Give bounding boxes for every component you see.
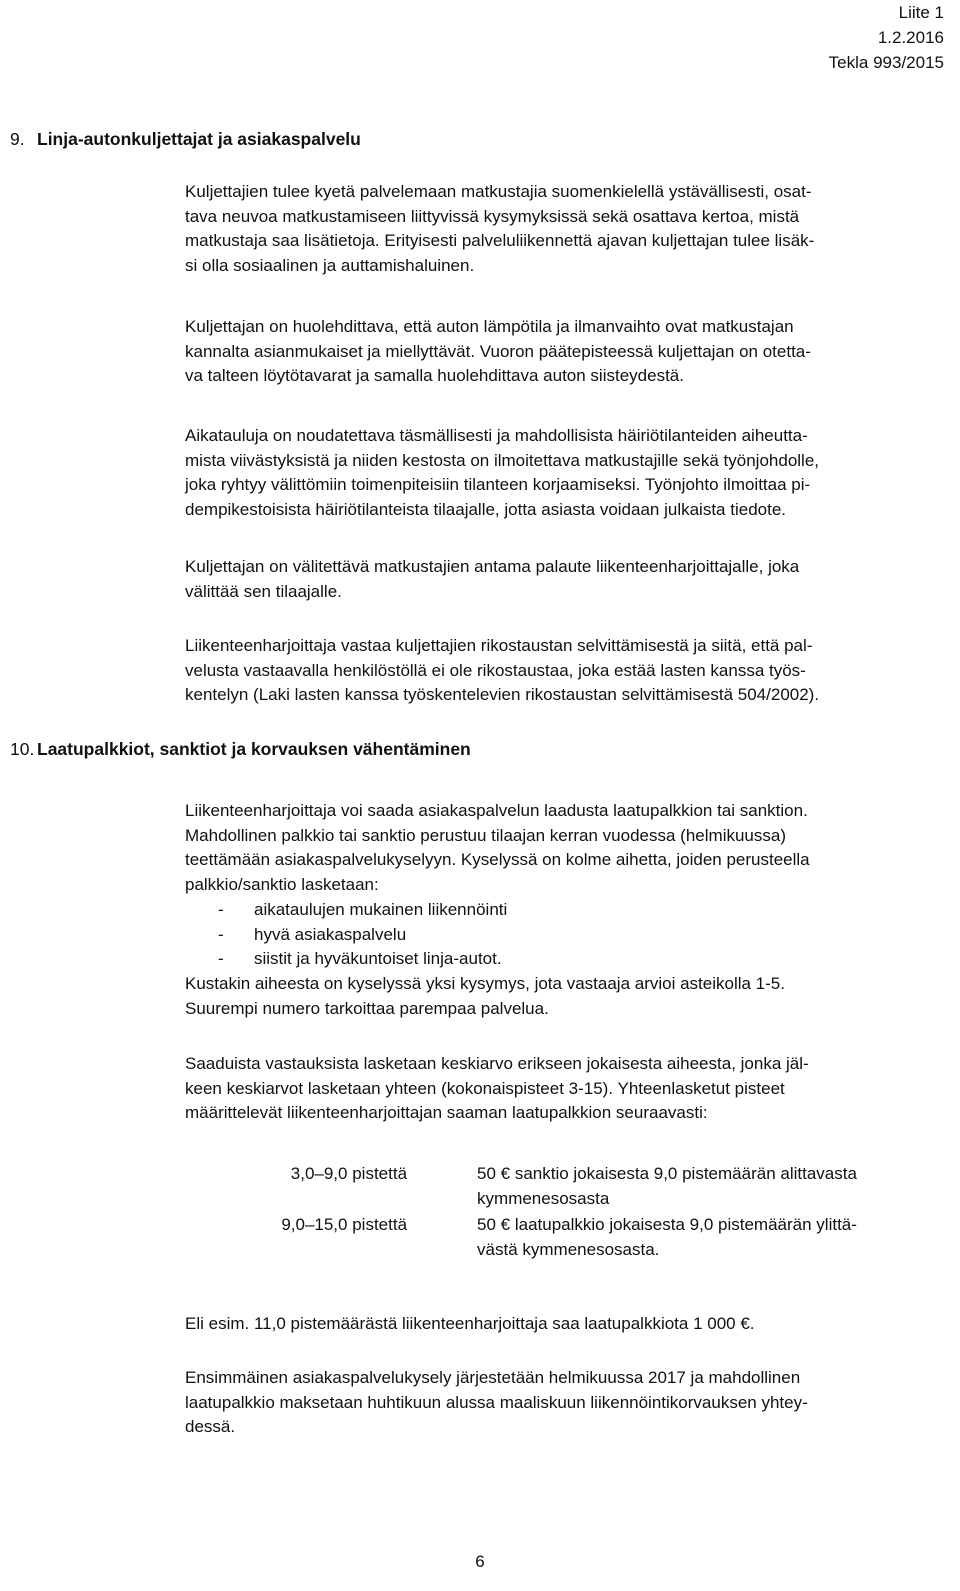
- text-line: dempikestoisista häiriötilanteista tilaajalle, jotta asiasta voidaan julkaista tiedote.: [185, 500, 787, 520]
- text-line: mista viivästyksistä ja niiden kestosta on ilmoitettava matkustajille sekä työnjohdolle,: [185, 450, 820, 470]
- text-line: Saaduista vastauksista lasketaan keskiarvo erikseen jokaisesta aiheesta, jonka jäl-: [185, 1054, 809, 1073]
- document-reference: Tekla 993/2015: [828, 53, 944, 72]
- section-9-paragraph-4: [185, 555, 940, 604]
- document-date: 1.2.2016: [877, 28, 944, 47]
- list-dash: -: [218, 924, 224, 944]
- text-line: kymmenesosasta: [477, 1188, 610, 1208]
- section-9-paragraph-1: [185, 180, 940, 279]
- text-line: teettämään asiakaspalvelukyselyyn. Kyselyssä on kolme aihetta, joiden perusteella: [185, 850, 810, 870]
- section-10-calc-paragraph: [185, 1052, 940, 1126]
- text-line: velusta vastaavalla henkilöstöllä ei ole rikostaustaa, joka estää lasten kanssa työs-: [185, 660, 806, 680]
- points-table: [185, 1162, 945, 1263]
- text-line: Eli esim. 11,0 pistemäärästä liikenteenharjoittaja saa laatupalkkiota 1 000 €.: [185, 1314, 755, 1333]
- text-line: palkkio/sanktio lasketaan:: [185, 875, 379, 895]
- list-item: [185, 923, 940, 948]
- section-9-paragraph-2: [185, 315, 940, 389]
- list-item-text: aikataulujen mukainen liikennöinti: [254, 899, 508, 919]
- section-10-number: 10.: [10, 739, 35, 759]
- points-range: 3,0–9,0 pistettä: [290, 1164, 408, 1183]
- section-10-heading: [10, 739, 471, 760]
- section-10-intro: [185, 799, 940, 1021]
- list-item-text: siistit ja hyväkuntoiset linja-autot.: [254, 949, 502, 969]
- document-header: [829, 0, 944, 75]
- list-item: [185, 898, 940, 923]
- text-line: matkustaja saa lisätietoja. Erityisesti palveluliikennettä ajavan kuljettajan tulee lisäk-: [185, 231, 815, 251]
- text-line: välittää sen tilaajalle.: [185, 581, 342, 601]
- text-line: määrittelevät liikenteenharjoittajan saaman laatupalkkion seuraavasti:: [185, 1103, 708, 1123]
- text-line: Aikatauluja on noudatettava täsmällisesti ja mahdollisista häiriötilanteiden aiheutta-: [185, 426, 808, 445]
- text-line: Ensimmäinen asiakaspalvelukysely järjestetään helmikuussa 2017 ja mahdollinen: [185, 1368, 801, 1387]
- text-line: joka ryhtyy välittömiin toimenpiteisiin tilanteen korjaamiseksi. Työnjohto ilmoittaa pi-: [185, 475, 811, 495]
- section-9-paragraph-3: [185, 424, 940, 523]
- text-line: Kustakin aiheesta on kyselyssä yksi kysymys, jota vastaaja arvioi asteikolla 1-5.: [185, 973, 785, 993]
- section-9-heading: [10, 129, 361, 150]
- section-9-title: Linja-autonkuljettajat ja asiakaspalvelu: [37, 129, 361, 149]
- text-line: va talteen löytötavarat ja samalla huolehdittava auton siisteydestä.: [185, 366, 684, 386]
- list-dash: -: [218, 949, 224, 969]
- points-effect: [477, 1213, 945, 1262]
- text-line: laatupalkkio maksetaan huhtikuun alussa maaliskuun liikennöintikorvauksen yhtey-: [185, 1392, 808, 1412]
- table-row: [185, 1213, 945, 1262]
- points-effect: [477, 1162, 945, 1211]
- section-9-number: 9.: [10, 129, 25, 149]
- list-item: [185, 947, 940, 972]
- text-line: Liikenteenharjoittaja voi saada asiakaspalvelun laadusta laatupalkkion tai sanktion.: [185, 801, 808, 820]
- points-range: 9,0–15,0 pistettä: [281, 1215, 408, 1235]
- text-line: Kuljettajien tulee kyetä palvelemaan matkustajia suomenkielellä ystävällisesti, osat-: [185, 182, 812, 201]
- text-line: dessä.: [185, 1417, 236, 1437]
- page-number: 6: [475, 1552, 485, 1571]
- text-line: västä kymmenesosasta.: [477, 1240, 660, 1260]
- text-line: kentelyn (Laki lasten kanssa työskentelevien rikostaustan selvittämisestä 504/2002).: [185, 685, 820, 705]
- appendix-label: Liite 1: [898, 3, 944, 22]
- text-line: Kuljettajan on välitettävä matkustajien antama palaute liikenteenharjoittajalle, joka: [185, 557, 800, 576]
- section-10-title: Laatupalkkiot, sanktiot ja korvauksen vähentäminen: [37, 739, 471, 759]
- text-line: Kuljettajan on huolehdittava, että auton lämpötila ja ilmanvaihto ovat matkustajan: [185, 317, 794, 336]
- table-row: [185, 1162, 945, 1211]
- text-line: si olla sosiaalinen ja auttamishaluinen.: [185, 256, 475, 276]
- final-paragraph: [185, 1366, 940, 1440]
- text-line: Liikenteenharjoittaja vastaa kuljettajien rikostaustan selvittämisestä ja siitä, että pal-: [185, 636, 813, 655]
- text-line: Suurempi numero tarkoittaa parempaa palvelua.: [185, 998, 549, 1018]
- section-9-paragraph-5: [185, 634, 940, 708]
- text-line: tava neuvoa matkustamiseen liittyvissä kysymyksissä sekä osattava kertoa, mistä: [185, 206, 800, 226]
- text-line: kannalta asianmukaiset ja miellyttävät. Vuoron päätepisteessä kuljettajan on otetta-: [185, 341, 811, 361]
- list-dash: -: [218, 899, 224, 919]
- example-paragraph: [185, 1312, 940, 1337]
- text-line: Mahdollinen palkkio tai sanktio perustuu tilaajan kerran vuodessa (helmikuussa): [185, 825, 786, 845]
- text-line: keen keskiarvot lasketaan yhteen (kokonaispisteet 3-15). Yhteenlasketut pisteet: [185, 1078, 785, 1098]
- list-item-text: hyvä asiakaspalvelu: [254, 924, 407, 944]
- text-line: 50 € laatupalkkio jokaisesta 9,0 pistemäärän ylittä-: [477, 1215, 857, 1235]
- text-line: 50 € sanktio jokaisesta 9,0 pistemäärän alittavasta: [477, 1164, 857, 1183]
